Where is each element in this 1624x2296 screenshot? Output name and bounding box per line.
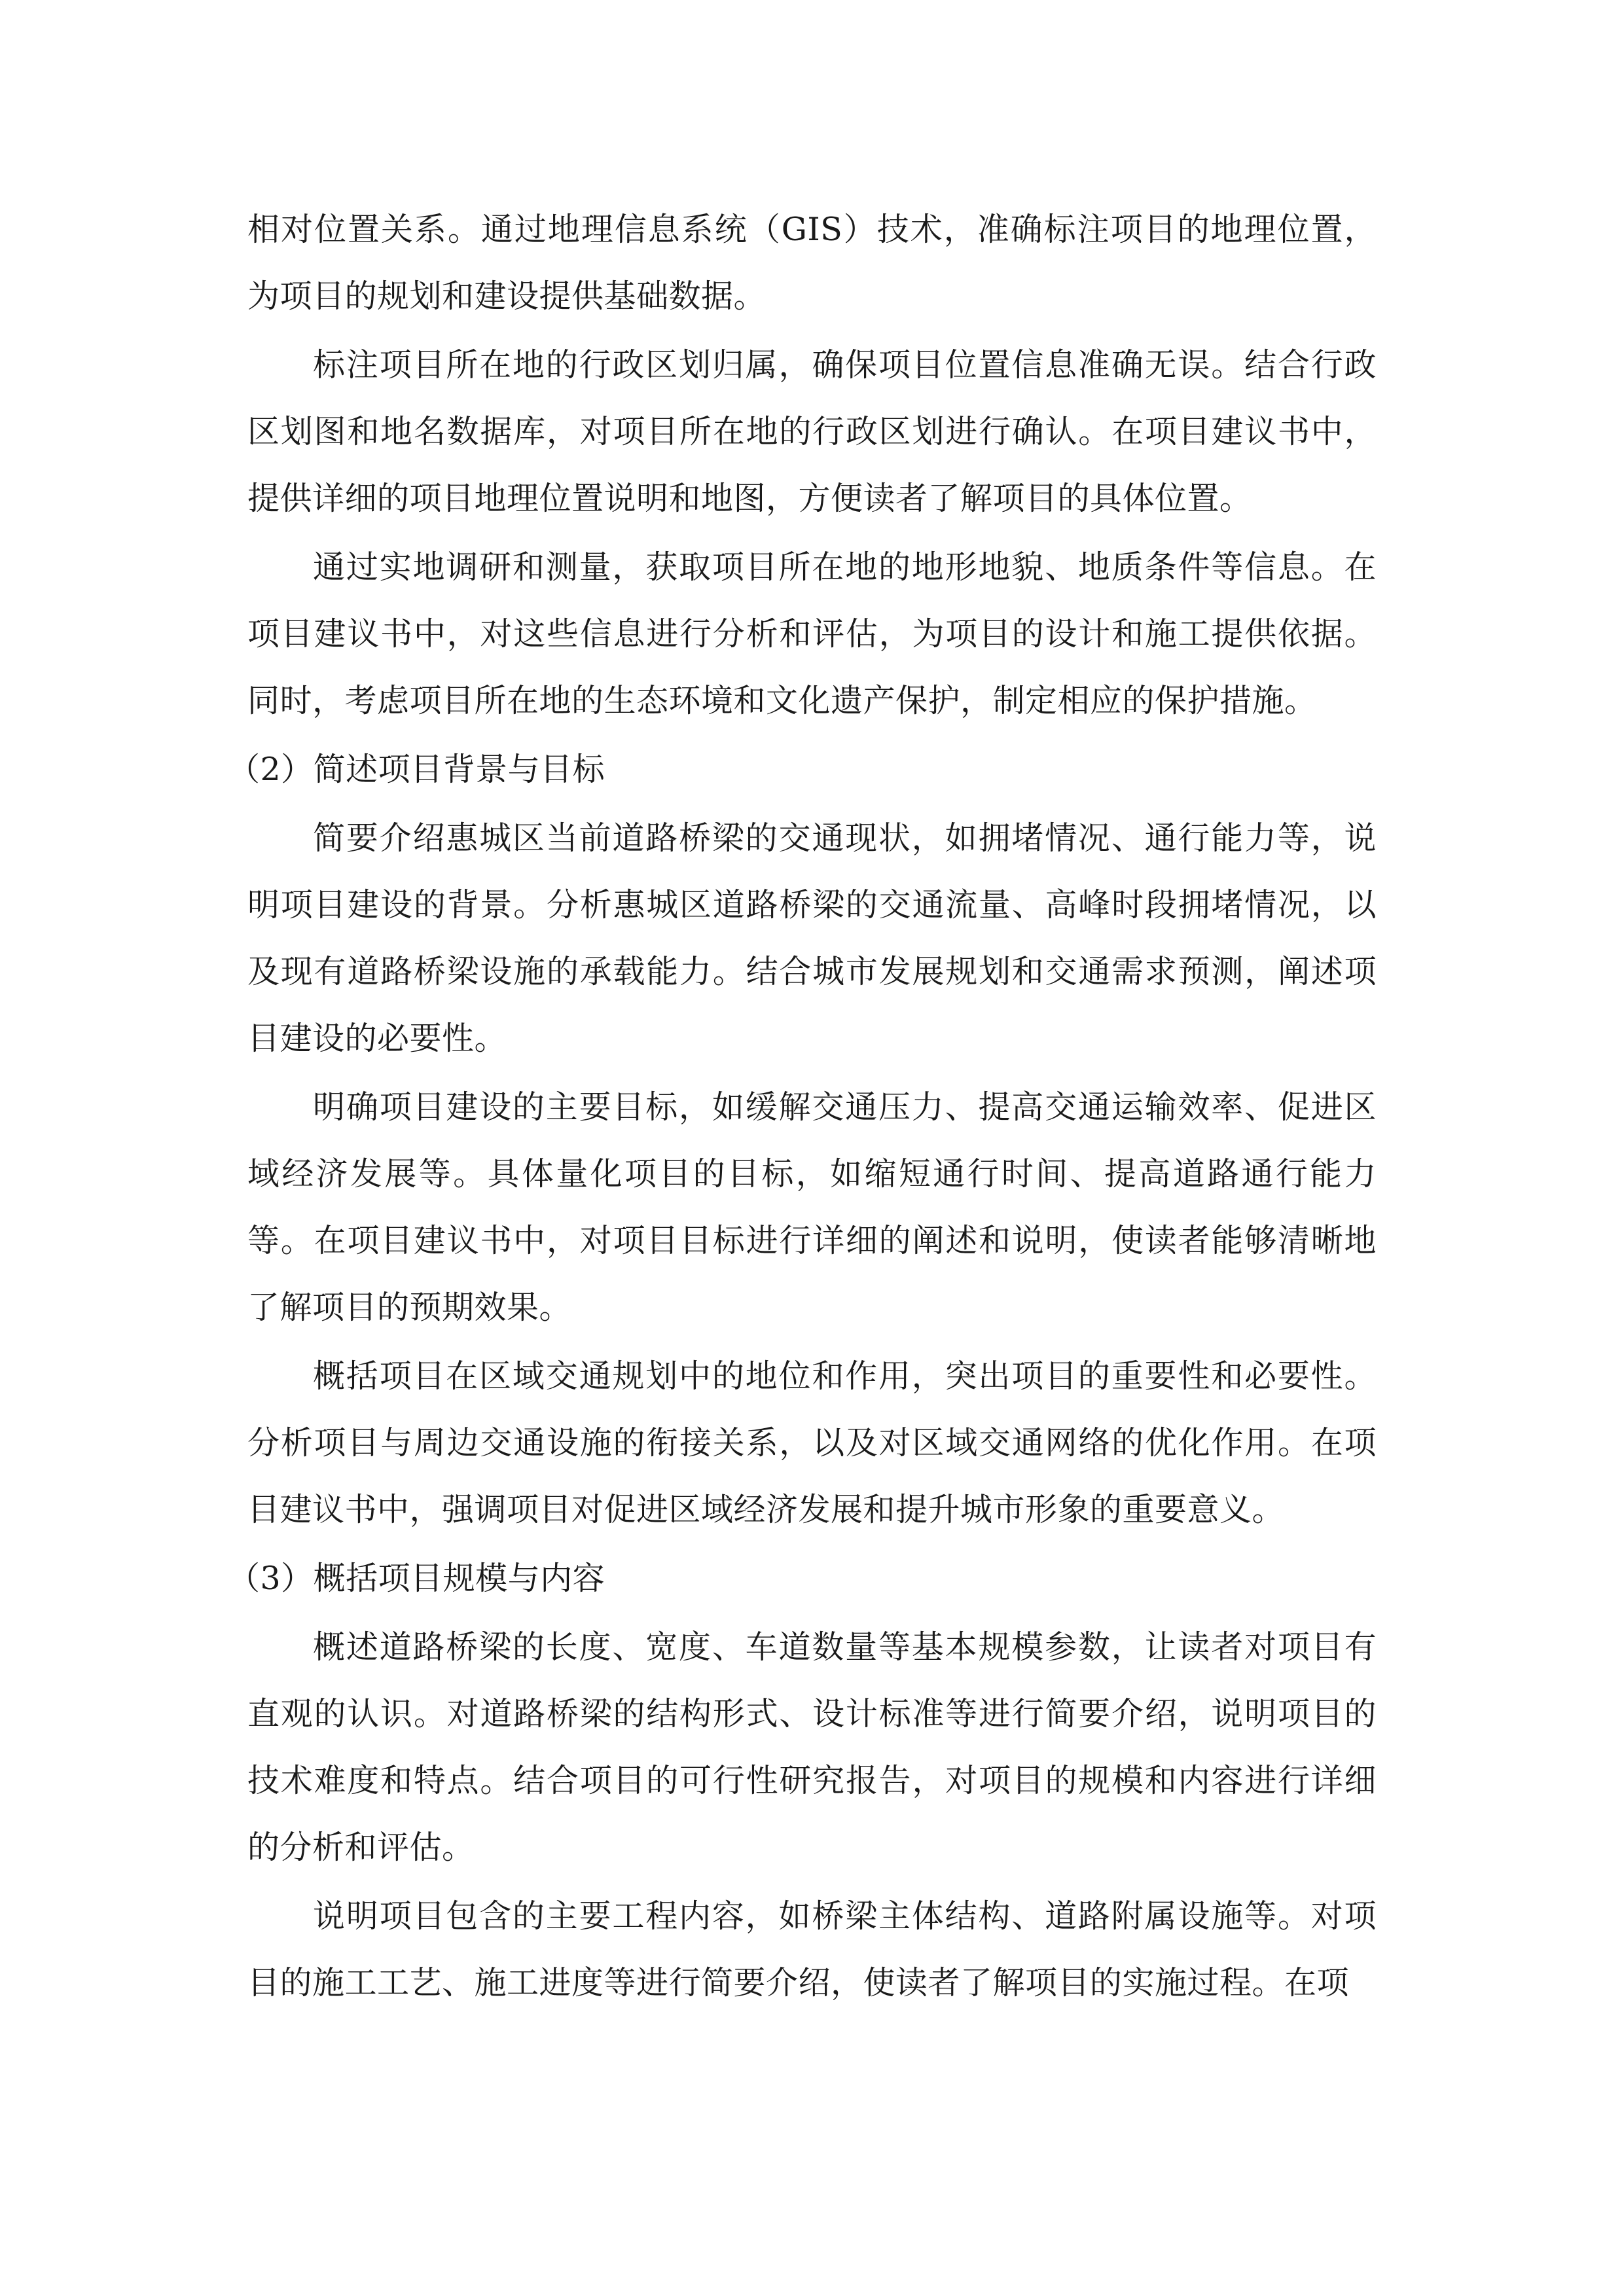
section-heading-background-goals: （2）简述项目背景与目标: [228, 751, 605, 788]
paragraph-traffic-status: 简要介绍惠城区当前道路桥梁的交通现状，如拥堵情况、通行能力等，说明项目建设的背景。分析惠城区道路桥梁的交通流量、高峰时段拥堵情况，以及现有道路桥梁设施的承载能力。结合城市发展规划和交通需求预测，阐述项目建设的必要性。: [247, 819, 1377, 1057]
paragraph-engineering-content: 说明项目包含的主要工程内容，如桥梁主体结构、道路附属设施等。对项目的施工工艺、施工进度等进行简要介绍，使读者了解项目的实施过程。在项: [247, 1897, 1377, 2001]
paragraph-location-relation: 相对位置关系。通过地理信息系统（GIS）技术，准确标注项目的地理位置，为项目的规划和建设提供基础数据。: [247, 211, 1377, 315]
paragraph-administrative-division: 标注项目所在地的行政区划归属，确保项目位置信息准确无误。结合行政区划图和地名数据库，对项目所在地的行政区划进行确认。在项目建议书中，提供详细的项目地理位置说明和地图，方便读者了解项目的具体位置。: [247, 346, 1377, 517]
paragraph-scale-parameters: 概述道路桥梁的长度、宽度、车道数量等基本规模参数，让读者对项目有直观的认识。对道路桥梁的结构形式、设计标准等进行简要介绍，说明项目的技术难度和特点。结合项目的可行性研究报告，对项目的规模和内容进行详细的分析和评估。: [247, 1628, 1377, 1866]
document-page: [228, 196, 1377, 2018]
paragraph-field-survey: 通过实地调研和测量，获取项目所在地的地形地貌、地质条件等信息。在项目建议书中，对这些信息进行分析和评估，为项目的设计和施工提供依据。同时，考虑项目所在地的生态环境和文化遗产保护，制定相应的保护措施。: [247, 548, 1377, 719]
section-heading-scale-content: （3）概括项目规模与内容: [228, 1560, 605, 1597]
paragraph-regional-role: 概括项目在区域交通规划中的地位和作用，突出项目的重要性和必要性。分析项目与周边交通设施的衔接关系，以及对区域交通网络的优化作用。在项目建议书中，强调项目对促进区域经济发展和提升城市形象的重要意义。: [247, 1357, 1377, 1528]
paragraph-project-goals: 明确项目建设的主要目标，如缓解交通压力、提高交通运输效率、促进区域经济发展等。具体量化项目的目标，如缩短通行时间、提高道路通行能力等。在项目建议书中，对项目目标进行详细的阐述和说明，使读者能够清晰地了解项目的预期效果。: [247, 1088, 1377, 1326]
